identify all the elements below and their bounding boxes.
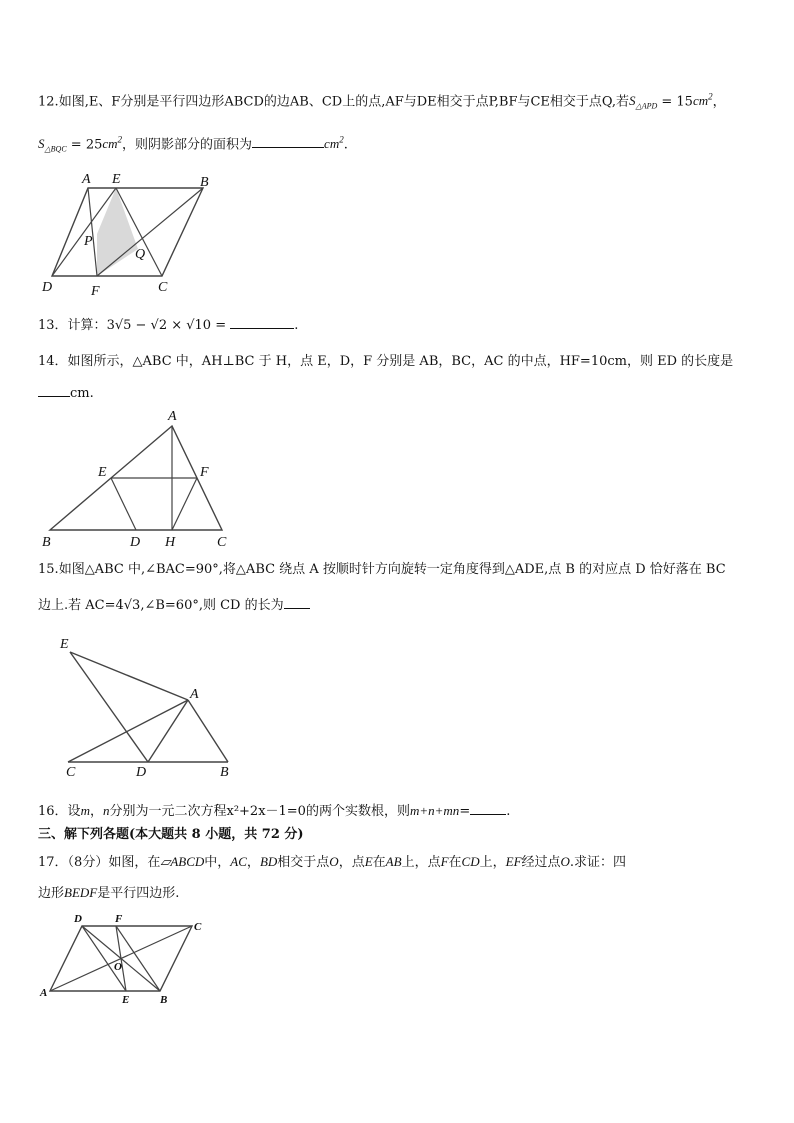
q12-s1-eq: = 15 xyxy=(657,94,693,110)
q17-line-BF xyxy=(116,926,160,991)
q17-BD: BD xyxy=(259,854,278,869)
q16-equation: x²+2x－1=0 xyxy=(226,804,306,819)
q15-line1 xyxy=(38,561,726,579)
q15-radical: √3 xyxy=(123,598,141,613)
q17-label-O: O xyxy=(114,961,122,973)
q17-O1: O xyxy=(329,854,339,869)
q13-prefix: 计算： xyxy=(67,318,107,333)
q17-EF: EF xyxy=(505,854,522,869)
q12-label-F: F xyxy=(91,284,100,299)
q17-O2: O xyxy=(560,854,570,869)
q14-answer-blank[interactable] xyxy=(38,384,70,397)
q17-text-h: 上， xyxy=(479,855,506,870)
q17-text-l: 是平行四边形. xyxy=(97,886,180,901)
q17-label-B: B xyxy=(160,994,168,1006)
section3-title: 三、解下列各题(本大题共 8 小题，共 72 分) xyxy=(38,827,304,842)
q15-line-AD xyxy=(148,700,188,762)
q17-CD: CD xyxy=(461,854,480,869)
q17-para: ▱ABCD xyxy=(160,854,205,869)
q17-label-C: C xyxy=(194,921,202,933)
q16-comma: ， xyxy=(89,804,103,819)
q12-label-Q: Q xyxy=(135,247,146,262)
q15-label-B: B xyxy=(220,765,229,780)
q16-expr: m+n+mn xyxy=(409,803,460,818)
q17-BEDF: BEDF xyxy=(64,885,98,900)
q14-figure xyxy=(40,408,240,548)
q14-line2 xyxy=(38,384,94,403)
q16-end: . xyxy=(506,804,511,819)
q16-m: m xyxy=(80,803,90,818)
q14-tail: cm. xyxy=(70,386,94,401)
q14-label-B: B xyxy=(42,535,51,550)
q17-label-D: D xyxy=(74,913,82,925)
q17-text-b: 中， xyxy=(204,855,231,870)
q14-label-F: F xyxy=(200,465,209,480)
q14-label-D: D xyxy=(130,535,141,550)
q15-line-CA xyxy=(68,700,188,762)
q15-number: 15. xyxy=(38,562,59,577)
q15-label-D: D xyxy=(136,765,147,780)
q12-label-B: B xyxy=(200,175,209,190)
q13-expr: 3√5 − √2 × √10 = xyxy=(106,318,231,333)
q17-label-A: A xyxy=(40,987,48,999)
q16-number: 16． xyxy=(38,804,68,819)
q16-eq: = xyxy=(459,804,471,819)
q17-AC: AC xyxy=(230,854,247,869)
q12-label-E: E xyxy=(112,172,121,187)
q12-s1-unit: $cm^2$ xyxy=(692,92,713,109)
q17-text-k: 边形 xyxy=(38,886,65,901)
q14-text: 如图所示，△ABC 中，AH⊥BC 于 H，点 E，D，F 分别是 AB，BC，AC 的中点，HF=10cm，则 ED 的长度是 xyxy=(67,354,734,369)
q17-text-e: 在 xyxy=(372,855,386,870)
q15-text-a: 如图△ABC 中,∠BAC=90°,将△ABC 绕点 A 按顺时针方向旋转一定角度得到△ADE,点 B 的对应点 D 恰好落在 BC xyxy=(58,562,726,577)
q12-s2-unit: $cm^2$ xyxy=(102,135,123,152)
q17-number: 17． xyxy=(38,855,68,870)
q15-answer-blank[interactable] xyxy=(284,596,310,609)
q15-text-b: 边上.若 AC=4 xyxy=(38,598,124,613)
q16-answer-blank[interactable] xyxy=(470,802,506,815)
q15-line-AB xyxy=(188,700,228,762)
q15-label-A: A xyxy=(190,687,199,702)
q12-s2-eq: = 25 xyxy=(66,137,103,153)
q14-label-H: H xyxy=(165,535,176,550)
q14-line-ED xyxy=(111,478,136,530)
q12-line-AF xyxy=(88,188,97,276)
q16-line xyxy=(38,802,510,821)
q17-AB: AB xyxy=(385,854,402,869)
q17-text-d: ，点 xyxy=(338,855,365,870)
q12-text-b: ，则阴影部分的面积为 xyxy=(122,137,253,153)
q17-text-f: 上，点 xyxy=(401,855,441,870)
q14-label-C: C xyxy=(217,535,227,550)
q12-answer-blank[interactable] xyxy=(252,135,324,148)
q17-F: F xyxy=(440,854,449,869)
q15-figure xyxy=(40,632,250,782)
q14-line1 xyxy=(38,353,733,371)
q13-answer-blank[interactable] xyxy=(230,316,294,329)
q12-s1-tail: ， xyxy=(712,94,726,110)
q15-label-C: C xyxy=(66,765,76,780)
q13-end: . xyxy=(294,318,299,333)
q14-label-A: A xyxy=(168,409,177,424)
q12-number: 12. xyxy=(38,94,59,110)
q17-text-a: （8分）如图，在 xyxy=(67,855,161,870)
q14-number: 14． xyxy=(38,354,68,369)
q17-E: E xyxy=(364,854,373,869)
q17-line-EF xyxy=(116,926,126,991)
q15-text-c: ,∠B=60°,则 CD 的长为 xyxy=(140,598,284,613)
q12-label-P: P xyxy=(84,234,93,249)
q12-unit: $cm^2$ xyxy=(324,135,344,152)
q17-figure xyxy=(40,910,230,1010)
q12-text-a: 如图,E、F分别是平行四边形ABCD的边AB、CD上的点,AF与DE相交于点P,BF与CE相交于点Q,若 xyxy=(58,94,630,110)
q16-text-b: 分别为一元二次方程 xyxy=(109,804,227,819)
q16-text-c: 的两个实数根，则 xyxy=(305,804,410,819)
q15-label-E: E xyxy=(60,637,69,652)
q14-line-HF xyxy=(172,478,197,530)
q13-line xyxy=(38,316,298,335)
q17-line2 xyxy=(38,884,179,903)
q12-figure xyxy=(40,168,230,298)
q16-text-a: 设 xyxy=(67,804,81,819)
q12-end: . xyxy=(343,137,348,153)
q12-label-C: C xyxy=(158,280,168,295)
q12-line2 xyxy=(38,131,348,159)
q17-text-c: 相交于点 xyxy=(277,855,330,870)
q14-label-E: E xyxy=(98,465,107,480)
q12-s1: $S_{\triangle APD}$ xyxy=(629,93,658,111)
q12-s2: $S_{\triangle BQC}$ xyxy=(38,136,67,154)
q12-label-D: D xyxy=(42,280,53,295)
q17-text-j: .求证：四 xyxy=(569,855,627,870)
q17-sep1: ， xyxy=(246,855,260,870)
q17-line1 xyxy=(38,853,626,872)
q13-number: 13． xyxy=(38,318,68,333)
q15-line2 xyxy=(38,596,310,615)
q17-text-i: 经过点 xyxy=(521,855,561,870)
q17-label-E: E xyxy=(122,994,130,1006)
q12-label-A: A xyxy=(82,172,91,187)
q12-shaded-region xyxy=(97,188,138,276)
q17-label-F: F xyxy=(115,913,123,925)
q16-n: n xyxy=(102,803,110,818)
q17-text-g: 在 xyxy=(448,855,462,870)
q12-line1 xyxy=(38,88,726,116)
q17-line-DE xyxy=(82,926,126,991)
